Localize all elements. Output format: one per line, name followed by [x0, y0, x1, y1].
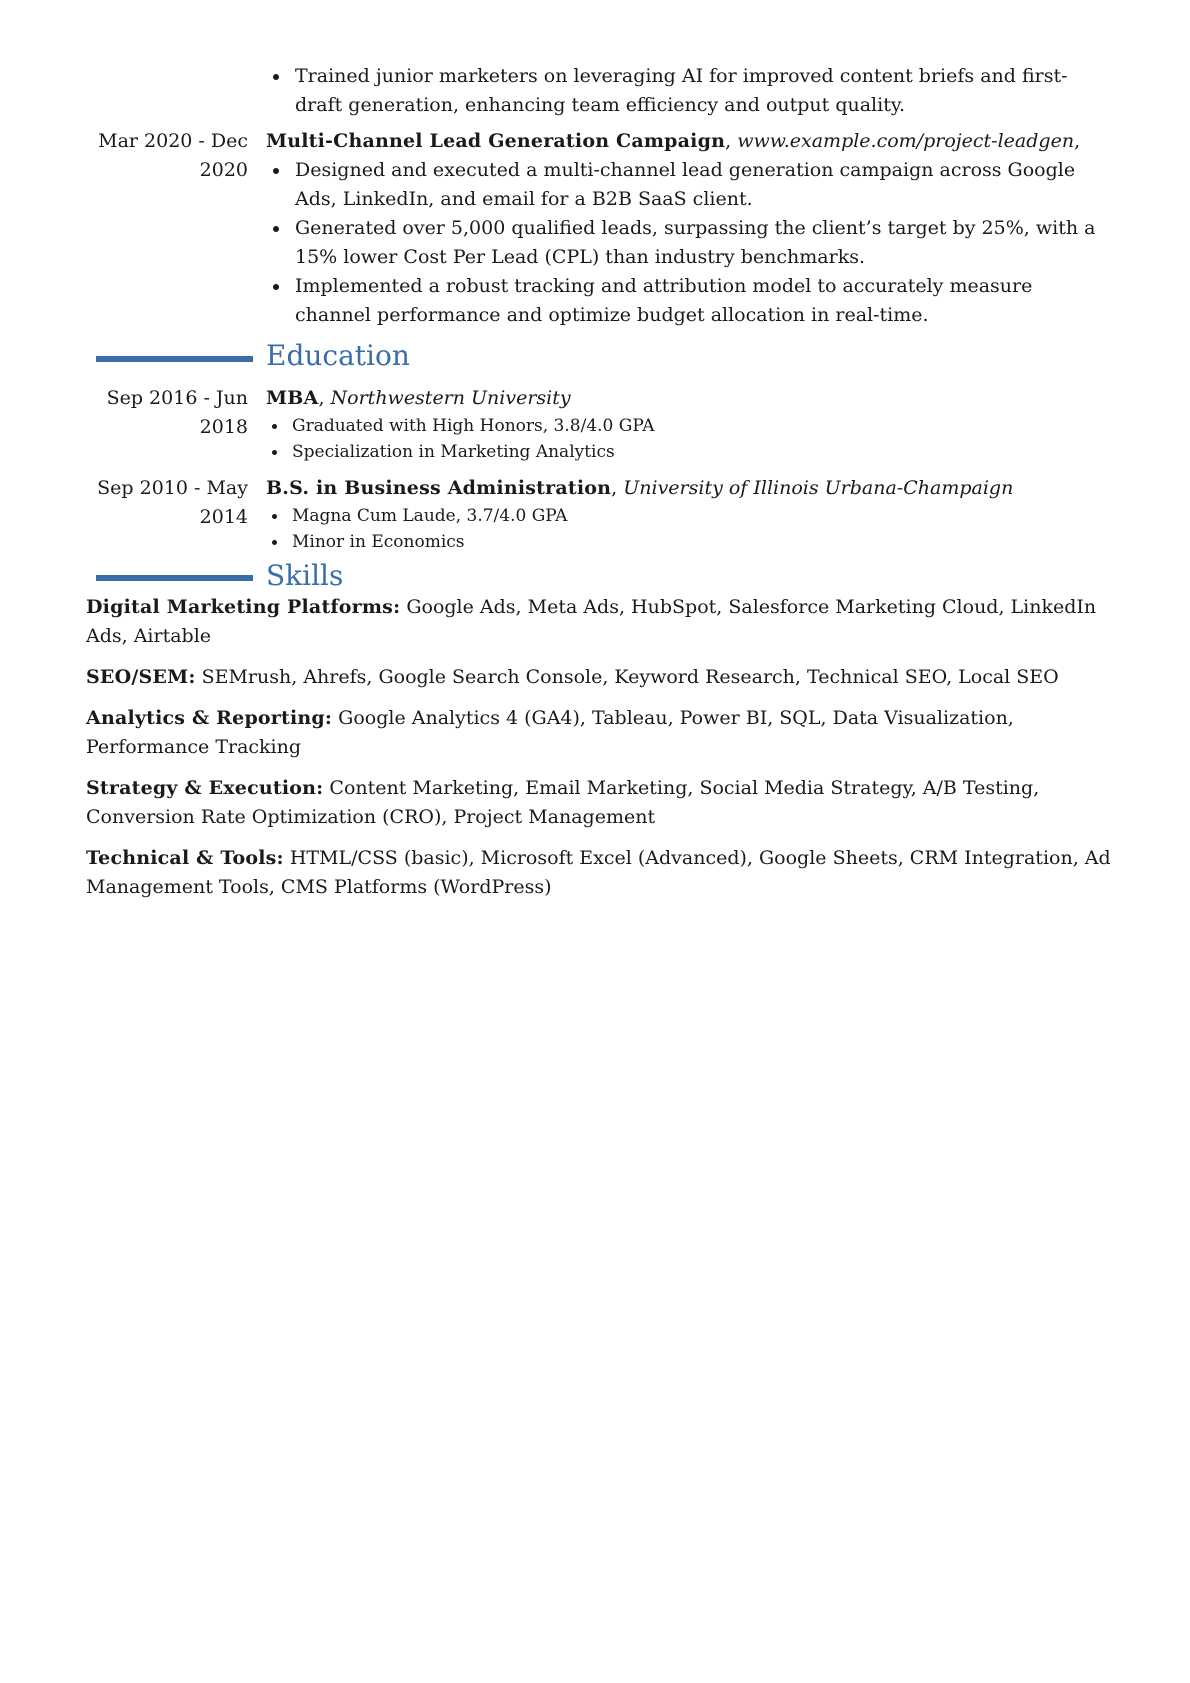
- bullet-icon: [272, 540, 277, 545]
- skill-label: Analytics & Reporting:: [86, 707, 333, 729]
- list-item: [266, 439, 1106, 465]
- skills-list: [86, 593, 1126, 914]
- education-content: [266, 384, 1106, 465]
- project-bullets: [266, 156, 1106, 330]
- project-title: Multi-Channel Lead Generation Campaign: [266, 130, 726, 152]
- bullet-icon: [273, 226, 279, 232]
- skill-value: HTML/CSS (basic), Microsoft Excel (Advanced), Google Sheets, CRM Integration, Ad Management Tools, CMS Platforms (WordPress): [86, 847, 1111, 898]
- project-content: [266, 127, 1106, 330]
- skill-value: Google Analytics 4 (GA4), Tableau, Power BI, SQL, Data Visualization, Performance Tracking: [86, 707, 1014, 758]
- project-date: Mar 2020 - Dec 2020: [98, 130, 248, 181]
- bullet-icon: [272, 424, 277, 429]
- education-date: Sep 2016 - Jun 2018: [106, 387, 248, 438]
- bullet-text: Trained junior marketers on leveraging AI for improved content briefs and first-draft generation, enhancing team efficiency and output quality.: [295, 65, 1068, 116]
- list-item: [266, 214, 1106, 272]
- education-date: Sep 2010 - May 2014: [97, 477, 248, 528]
- section-rule: [96, 356, 253, 362]
- bullet-text: Specialization in Marketing Analytics: [292, 442, 615, 462]
- bullet-icon: [272, 450, 277, 455]
- institution: Northwestern University: [330, 387, 571, 409]
- skill-row: [86, 704, 1126, 762]
- bullet-icon: [273, 284, 279, 290]
- education-bullets: [266, 503, 1106, 555]
- project-title-line: Multi-Channel Lead Generation Campaign, www.example.com/project-leadgen,: [266, 130, 1081, 152]
- section-rule: [96, 575, 253, 581]
- bullet-text: Graduated with High Honors, 3.8/4.0 GPA: [292, 416, 655, 436]
- bullet-text: Minor in Economics: [292, 532, 465, 552]
- bullet-text: Designed and executed a multi-channel lead generation campaign across Google Ads, LinkedIn, and email for a B2B SaaS client.: [295, 159, 1076, 210]
- degree: B.S. in Business Administration: [266, 477, 612, 499]
- skill-value: SEMrush, Ahrefs, Google Search Console, Keyword Research, Technical SEO, Local SEO: [201, 666, 1059, 688]
- list-item: [266, 529, 1106, 555]
- skill-row: [86, 844, 1126, 902]
- skill-label: Strategy & Execution:: [86, 777, 324, 799]
- institution: University of Illinois Urbana-Champaign: [623, 477, 1014, 499]
- continued-entry-content: [266, 62, 1106, 120]
- education-heading: Education: [266, 339, 410, 372]
- list-item: [266, 62, 1106, 120]
- skills-heading: Skills: [266, 559, 344, 592]
- continued-entry-bullets: [266, 62, 1106, 120]
- skill-row: [86, 593, 1126, 651]
- list-item: [266, 413, 1106, 439]
- skill-label: SEO/SEM:: [86, 666, 196, 688]
- skill-row: [86, 663, 1126, 692]
- skill-label: Digital Marketing Platforms:: [86, 596, 401, 618]
- education-title-line: MBA, Northwestern University: [266, 387, 571, 409]
- degree: MBA: [266, 387, 319, 409]
- bullet-icon: [272, 514, 277, 519]
- skill-label: Technical & Tools:: [86, 847, 284, 869]
- bullet-icon: [273, 74, 279, 80]
- education-bullets: [266, 413, 1106, 465]
- skill-value: Google Ads, Meta Ads, HubSpot, Salesforce Marketing Cloud, LinkedIn Ads, Airtable: [86, 596, 1097, 647]
- education-content: [266, 474, 1106, 555]
- bullet-icon: [273, 168, 279, 174]
- bullet-text: Magna Cum Laude, 3.7/4.0 GPA: [292, 506, 568, 526]
- bullet-text: Generated over 5,000 qualified leads, surpassing the client’s target by 25%, with a 15% lower Cost Per Lead (CPL) than industry benchmarks.: [295, 217, 1096, 268]
- skill-value: Content Marketing, Email Marketing, Social Media Strategy, A/B Testing, Conversion Rate Optimization (CRO), Project Management: [86, 777, 1040, 828]
- education-section-header: [0, 340, 1190, 380]
- list-item: [266, 156, 1106, 214]
- project-link[interactable]: www.example.com/project-leadgen: [737, 130, 1075, 152]
- bullet-text: Implemented a robust tracking and attribution model to accurately measure channel performance and optimize budget allocation in real-time.: [295, 275, 1033, 326]
- skill-row: [86, 774, 1126, 832]
- list-item: [266, 503, 1106, 529]
- list-item: [266, 272, 1106, 330]
- education-title-line: B.S. in Business Administration, University of Illinois Urbana-Champaign: [266, 477, 1014, 499]
